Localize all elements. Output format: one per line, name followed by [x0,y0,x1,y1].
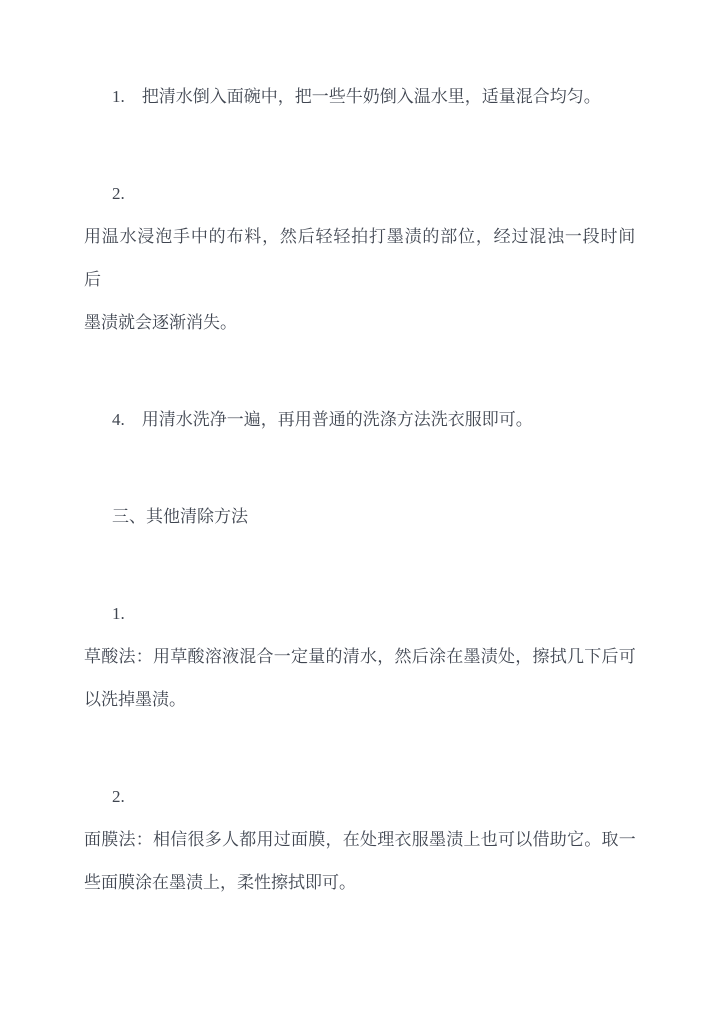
step-1-group [84,75,636,118]
list-number-method-1: 1. [112,604,125,623]
list-item-step-4: 4. 用清水洗净一遍，再用普通的洗涤方法洗衣服即可。 [112,410,533,429]
section-heading-other-methods: 三、其他清除方法 [112,507,248,526]
step-2-paragraph-line-1: 用温水浸泡手中的布料，然后轻轻拍打墨渍的部位，经过混浊一段时间后 [84,227,636,289]
method-1-group [84,592,636,721]
step-2-group [84,172,636,344]
method-2-paragraph-line-2: 些面膜涂在墨渍上，柔性擦拭即可。 [84,873,356,892]
method-2-paragraph-line-1: 面膜法：相信很多人都用过面膜，在处理衣服墨渍上也可以借助它。取一 [84,830,636,849]
method-1-paragraph-line-1: 草酸法：用草酸溶液混合一定量的清水，然后涂在墨渍处，擦拭几下后可 [84,647,636,666]
list-item-step-1: 1. 把清水倒入面碗中，把一些牛奶倒入温水里，适量混合均匀。 [112,87,601,106]
method-1-paragraph-line-2: 以洗掉墨渍。 [84,690,186,709]
list-number-method-2: 2. [112,787,125,806]
step-2-paragraph-line-2: 墨渍就会逐渐消失。 [84,313,237,332]
method-2-group [84,775,636,904]
step-4-group [84,398,636,441]
list-number-step-2: 2. [112,184,125,203]
section-heading-group [84,495,636,538]
